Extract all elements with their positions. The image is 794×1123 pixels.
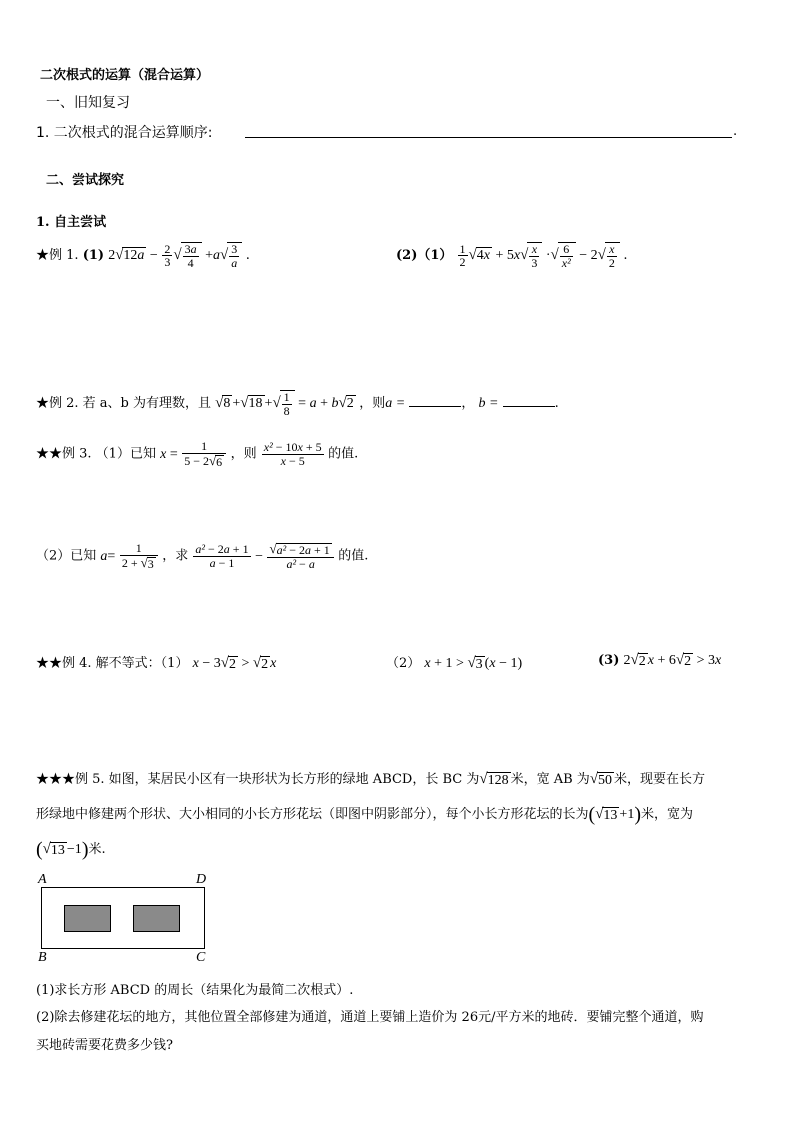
example-4-part-2: （2） x + 1 > √3 (x − 1) (386, 655, 523, 672)
vertex-label-c: C (196, 950, 206, 965)
page-title: 二次根式的运算（混合运算） (40, 68, 210, 83)
example-5-question-2-line-1: (2)除去修建花坛的地方，其他位置全部修建为通道，通道上要铺上造价为 26元/平方米的地砖．要铺完整个通道，购 (36, 1010, 704, 1025)
example-2: ★例 2. 若 a、b 为有理数，且 √8 +√18 +√ $\frac{1}{8}$ = a + b√2 ，则a = ， b = . (36, 390, 559, 418)
answer-line (245, 137, 732, 138)
example-1-label: ★例 1. (36, 247, 79, 263)
example-5-line-2: 形绿地中修建两个形状、大小相同的小长方形花坛（即图中阴影部分），每个小长方形花坛的长为(√13 +1)米，宽为 (36, 803, 694, 826)
example-3-part-1: ★★例 3. （1）已知 x = $\frac{1}{5 - 2√6}$ ，则 $\frac{\text{x² − 10x + 5}}{x - 5}$ 的值. (36, 439, 359, 469)
subsection-self-try: 1. 自主尝试 (36, 215, 107, 230)
flower-bed-right (133, 905, 180, 932)
example-1-expression-2: $\frac{1}{2}$ √4x + 5x√ $\frac{x}{3}$ ·√ $\frac{6}{\text{x²}}$ − 2√ $\frac{x}{2}$ (457, 248, 624, 263)
vertex-label-a: A (38, 872, 47, 887)
example-5-question-2-line-2: 买地砖需要花费多少钱? (36, 1038, 173, 1053)
answer-blank-a[interactable] (409, 394, 461, 407)
example-4-part-3: (3) 2√2 x + 6√2 > 3x (598, 652, 722, 669)
example-3-part-2: （2）已知 a= $\frac{1}{2 + √3}$ ，求 $\frac{\text{a² − 2a + 1}}{a - 1}$ − $\frac{\text{√a² − 2a + 1}}{\text{a² − a}}$ 的值. (36, 541, 369, 572)
flower-bed-left (64, 905, 111, 932)
example-1-expression-1: 2√12a − $\frac{2}{3}$ √ $\frac{3a}{4}$ +a√ $\frac{3}{a}$ (108, 248, 246, 263)
example-5-line-3: (√13 −1)米. (36, 838, 106, 861)
example-1-part-1: ★例 1. (1) 2√12a − $\frac{2}{3}$ √ $\frac{3a}{4}$ +a√ $\frac{3}{a}$ . (36, 241, 250, 270)
example-4-part-1: ★★例 4. 解不等式：（1） x − 3√2 > √2 x (36, 655, 277, 672)
example-2-equation: √8 +√18 +√ $\frac{1}{8}$ = a + b√2 (215, 390, 354, 418)
section-review: 一、旧知复习 (46, 95, 130, 111)
vertex-label-d: D (196, 872, 207, 887)
vertex-label-b: B (38, 950, 47, 965)
example-5-line-1: ★★★例 5. 如图，某居民小区有一块形状为长方形的绿地 ABCD，长 BC 为√128 米，宽 AB 为√50 米，现要在长方 (36, 771, 706, 788)
question-1-label: 1. 二次根式的混合运算顺序: (36, 125, 213, 141)
example-1-part-2: (2)（1） $\frac{1}{2}$ √4x + 5x√ $\frac{x}{3}$ ·√ $\frac{6}{\text{x²}}$ − 2√ $\frac{x}{2}$ . (396, 241, 628, 270)
answer-blank-b[interactable] (503, 394, 555, 407)
section-explore: 二、尝试探究 (46, 173, 125, 188)
example-5-question-1: (1)求长方形 ABCD 的周长（结果化为最简二次根式）. (36, 983, 354, 998)
